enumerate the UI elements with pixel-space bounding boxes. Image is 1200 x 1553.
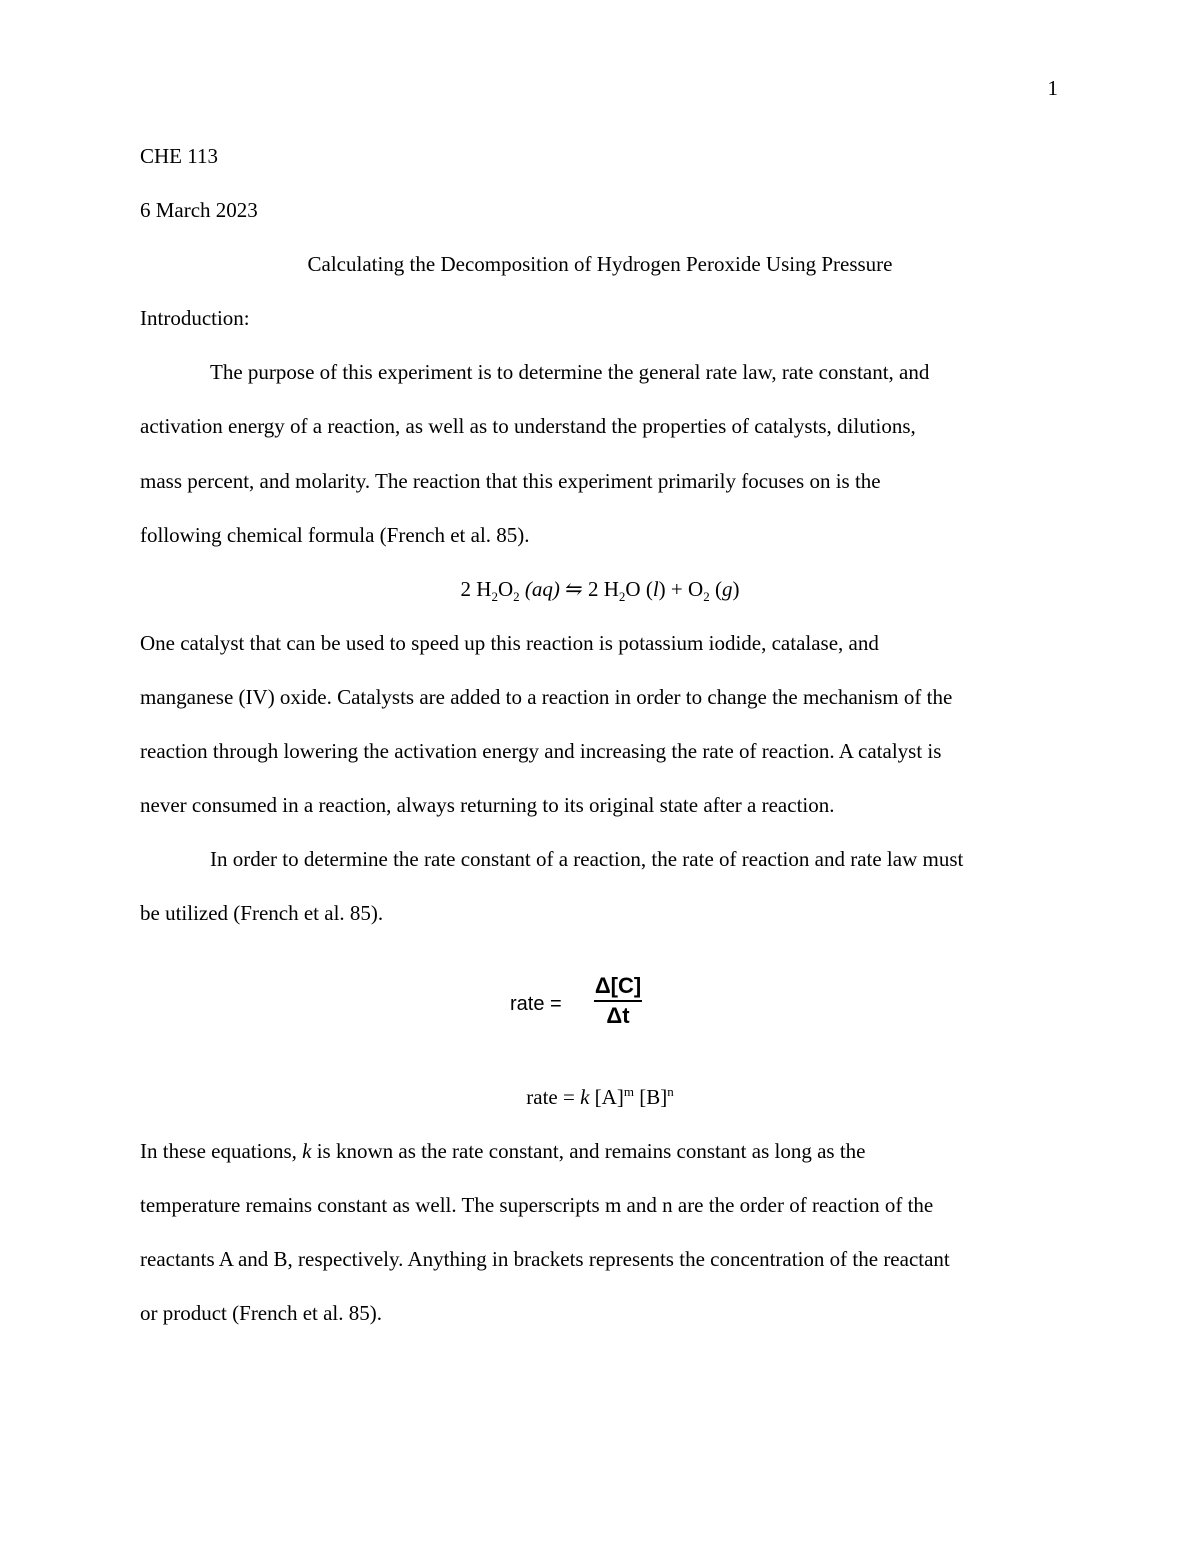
paragraph-line: reaction through lowering the activation energy and increasing the rate of reaction. A catalyst is [140, 739, 942, 763]
paragraph-line: The purpose of this experiment is to determine the general rate law, rate constant, and [210, 360, 930, 384]
paragraph-line: One catalyst that can be used to speed up this reaction is potassium iodide, catalase, and [140, 631, 879, 655]
paragraph-line: following chemical formula (French et al. 85). [140, 523, 530, 547]
fraction-numerator: Δ[C] [594, 973, 642, 998]
rate-law-equation: rate = k $[A]^m$ $[B]^n$ [526, 1084, 674, 1109]
paragraph-line: or product (French et al. 85). [140, 1301, 383, 1325]
paragraph-line: In order to determine the rate constant of a reaction, the rate of reaction and rate law must [210, 847, 964, 871]
paragraph-line: manganese (IV) oxide. Catalysts are added to a reaction in order to change the mechanism of the [140, 685, 953, 709]
fraction-denominator: Δt [606, 1003, 630, 1028]
rate-fraction [588, 972, 648, 1030]
document-date: 6 March 2023 [140, 198, 258, 222]
rate-label: rate = [510, 993, 562, 1015]
paragraph-line: be utilized (French et al. 85). [140, 901, 384, 925]
paragraph-line: never consumed in a reaction, always returning to its original state after a reaction. [140, 793, 835, 817]
course-code: CHE 113 [140, 144, 218, 168]
reaction-equation: 2 $H_2O_2$ (aq) ⇋ 2 $H_2O$ $(l) + O_2$ (g) [460, 577, 740, 604]
paragraph-line: temperature remains constant as well. The superscripts m and n are the order of reaction of the [140, 1193, 934, 1217]
document-title: Calculating the Decomposition of Hydrogen Peroxide Using Pressure [307, 252, 893, 276]
rate-fraction-equation [508, 972, 668, 1036]
paragraph-line: reactants A and B, respectively. Anything in brackets represents the concentration of the reactant [140, 1247, 950, 1271]
section-heading: Introduction: [140, 306, 250, 330]
page-number: 1 [1047, 76, 1058, 100]
paragraph-line: activation energy of a reaction, as well as to understand the properties of catalysts, dilutions, [140, 414, 916, 438]
paragraph-line: mass percent, and molarity. The reaction that this experiment primarily focuses on is the [140, 469, 881, 493]
paragraph-line: In these equations, k is known as the rate constant, and remains constant as long as the [140, 1139, 866, 1163]
